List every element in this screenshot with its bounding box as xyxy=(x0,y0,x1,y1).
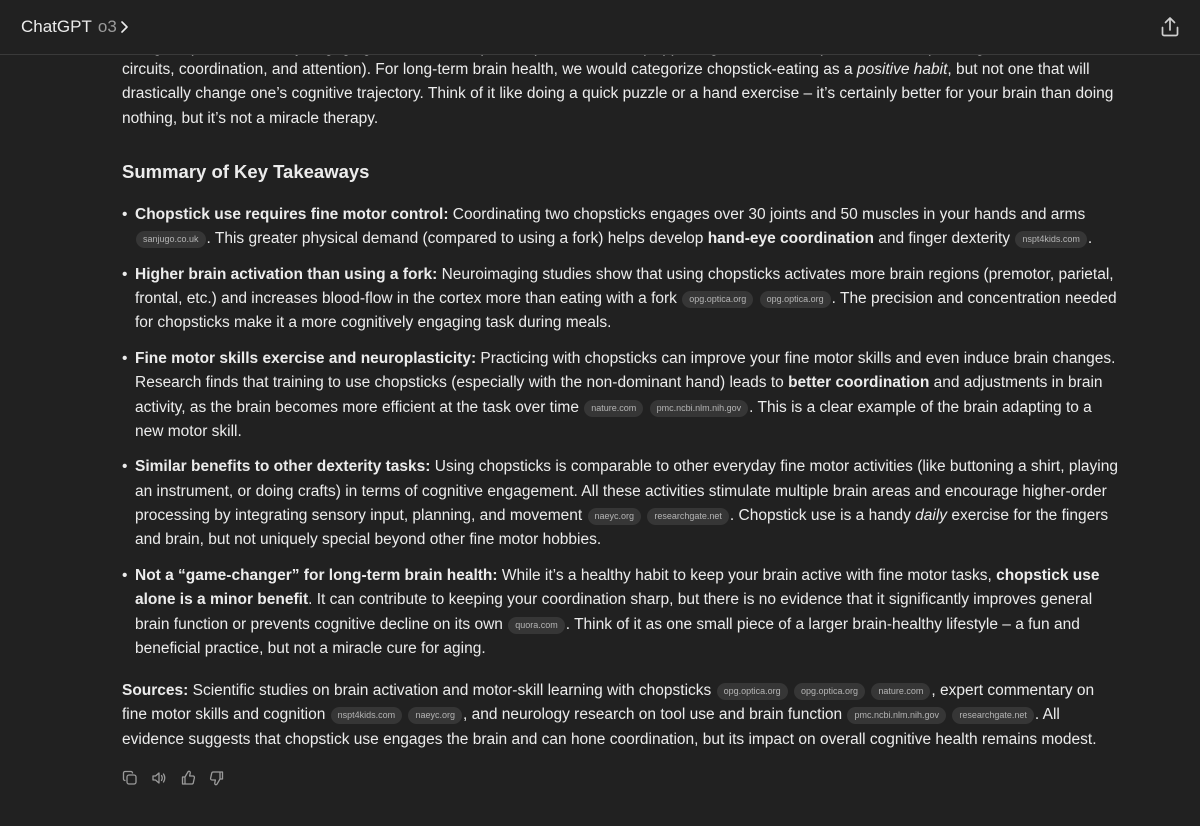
intro-text-2: , but not one that will drastically change one’s cognitive trajectory. Think of it like doing a quick puzzle or a hand exercise – it’s certainly better for your brain than doing nothing, but it’s not a miracle therapy. xyxy=(122,61,1114,127)
citation-chip[interactable]: pmc.ncbi.nlm.nih.gov xyxy=(650,400,749,417)
sources-label: Sources: xyxy=(122,682,189,700)
citation-chip[interactable]: researchgate.net xyxy=(647,508,729,525)
thumbs-down-icon[interactable] xyxy=(209,770,225,786)
citation-chip[interactable]: researchgate.net xyxy=(952,707,1034,724)
sources-paragraph xyxy=(122,679,1122,752)
message-actions xyxy=(122,770,225,786)
item-text: and finger dexterity xyxy=(873,230,1015,248)
citation-chip[interactable]: opg.optica.org xyxy=(794,683,865,700)
sources-text: , expert commentary on fine motor skills and cognition xyxy=(122,682,1095,724)
list-item xyxy=(122,203,1122,252)
item-text: Neuroimaging studies show that using chopsticks activates more brain regions (premotor, parietal, frontal, etc.) and increases blood-flow in the cortex more than eating with a fork xyxy=(135,265,1114,308)
intro-paragraph xyxy=(122,58,1122,131)
item-title: Not a “game-changer” for long-term brain health: xyxy=(135,566,498,584)
app-title: ChatGPT xyxy=(21,17,92,36)
citation-chip[interactable]: pmc.ncbi.nlm.nih.gov xyxy=(847,707,946,724)
item-text: . This greater physical demand (compared to using a fork) helps develop xyxy=(206,230,708,248)
item-title: Higher brain activation than using a fork: xyxy=(135,265,438,283)
item-text: While it’s a healthy habit to keep your brain active with fine motor tasks, xyxy=(497,566,997,584)
item-text: . Think of it as one small piece of a larger brain-healthy lifestyle – a fun and beneficial practice, but not a miracle cure for aging. xyxy=(135,615,1080,657)
sources-text: Scientific studies on brain activation and motor-skill learning with chopsticks xyxy=(188,682,716,700)
read-aloud-icon[interactable] xyxy=(151,770,167,786)
citation-chip[interactable]: quora.com xyxy=(508,617,565,634)
item-text: Using chopsticks is comparable to other everyday fine motor activities (like buttoning a shirt, playing an instrument, or doing crafts) in terms of cognitive engagement. All these activities stimulate multiple brain areas and encourage higher-order processing by integrating sensory input, planning, and movement xyxy=(135,458,1118,525)
sources-text: . All evidence suggests that chopstick use engages the brain and can hone coordination, but its impact on overall cognitive health remains modest. xyxy=(122,706,1097,748)
item-emphasis: daily xyxy=(915,507,948,525)
list-item xyxy=(122,347,1122,444)
summary-heading: Summary of Key Takeaways xyxy=(122,160,370,182)
item-bold: better coordination xyxy=(788,374,930,392)
assistant-message xyxy=(122,58,1122,752)
citation-chip[interactable]: opg.optica.org xyxy=(760,291,831,308)
citation-chip[interactable]: naeyc.org xyxy=(408,707,462,724)
thumbs-up-icon[interactable] xyxy=(180,770,196,786)
list-item xyxy=(122,564,1122,661)
item-title: Fine motor skills exercise and neuroplasticity: xyxy=(135,349,477,367)
item-text: . It can contribute to keeping your coordination sharp, but there is no evidence that it significantly improves general brain function or prevents cognitive decline on its own xyxy=(135,591,1093,633)
item-text: . The precision and concentration needed for chopsticks make it a more cognitively engaging task during meals. xyxy=(135,290,1117,332)
item-text: and adjustments in brain activity, as the brain becomes more efficient at the task over time xyxy=(135,374,1103,416)
takeaways-list xyxy=(122,203,1122,661)
item-text: . Chopstick use is a handy xyxy=(729,507,916,525)
list-item xyxy=(122,455,1122,552)
item-text: . xyxy=(1087,230,1093,248)
citation-chip[interactable]: nspt4kids.com xyxy=(331,707,403,724)
intro-emphasis: positive habit xyxy=(856,61,948,78)
list-item xyxy=(122,263,1122,336)
citation-chip[interactable]: sanjugo.co.uk xyxy=(136,231,206,248)
model-selector[interactable]: o3 xyxy=(97,17,117,36)
chevron-right-icon[interactable] xyxy=(120,20,130,34)
citation-chip[interactable]: naeyc.org xyxy=(588,508,642,525)
share-icon[interactable] xyxy=(1158,15,1182,39)
sources-text: , and neurology research on tool use and brain function xyxy=(463,706,847,724)
item-title: Similar benefits to other dexterity tasks: xyxy=(135,458,431,476)
citation-chip[interactable]: nspt4kids.com xyxy=(1015,231,1087,248)
item-text: Practicing with chopsticks can improve your fine motor skills and even induce brain changes. Research finds that training to use chopsticks (especially with the non-dominant hand) leads to xyxy=(135,349,1116,392)
intro-text: circuits, coordination, and attention). For long-term brain health, we would categorize chopstick-eating as a xyxy=(122,61,857,78)
item-text: exercise for the fingers and brain, but not uniquely special beyond other fine motor hobbies. xyxy=(135,507,1109,549)
top-bar xyxy=(0,0,1200,55)
citation-chip[interactable]: nature.com xyxy=(584,400,643,417)
item-text: Coordinating two chopsticks engages over 30 joints and 50 muscles in your hands and arms xyxy=(448,205,1086,223)
item-text: . This is a clear example of the brain adapting to a new motor skill. xyxy=(135,398,1092,440)
citation-chip[interactable]: nature.com xyxy=(871,683,930,700)
item-bold: hand-eye coordination xyxy=(707,230,874,248)
copy-icon[interactable] xyxy=(122,770,138,786)
item-bold: chopstick use alone is a minor benefit xyxy=(135,566,1100,609)
citation-chip[interactable]: opg.optica.org xyxy=(682,291,753,308)
item-title: Chopstick use requires fine motor control: xyxy=(135,205,449,223)
citation-chip[interactable]: opg.optica.org xyxy=(717,683,788,700)
